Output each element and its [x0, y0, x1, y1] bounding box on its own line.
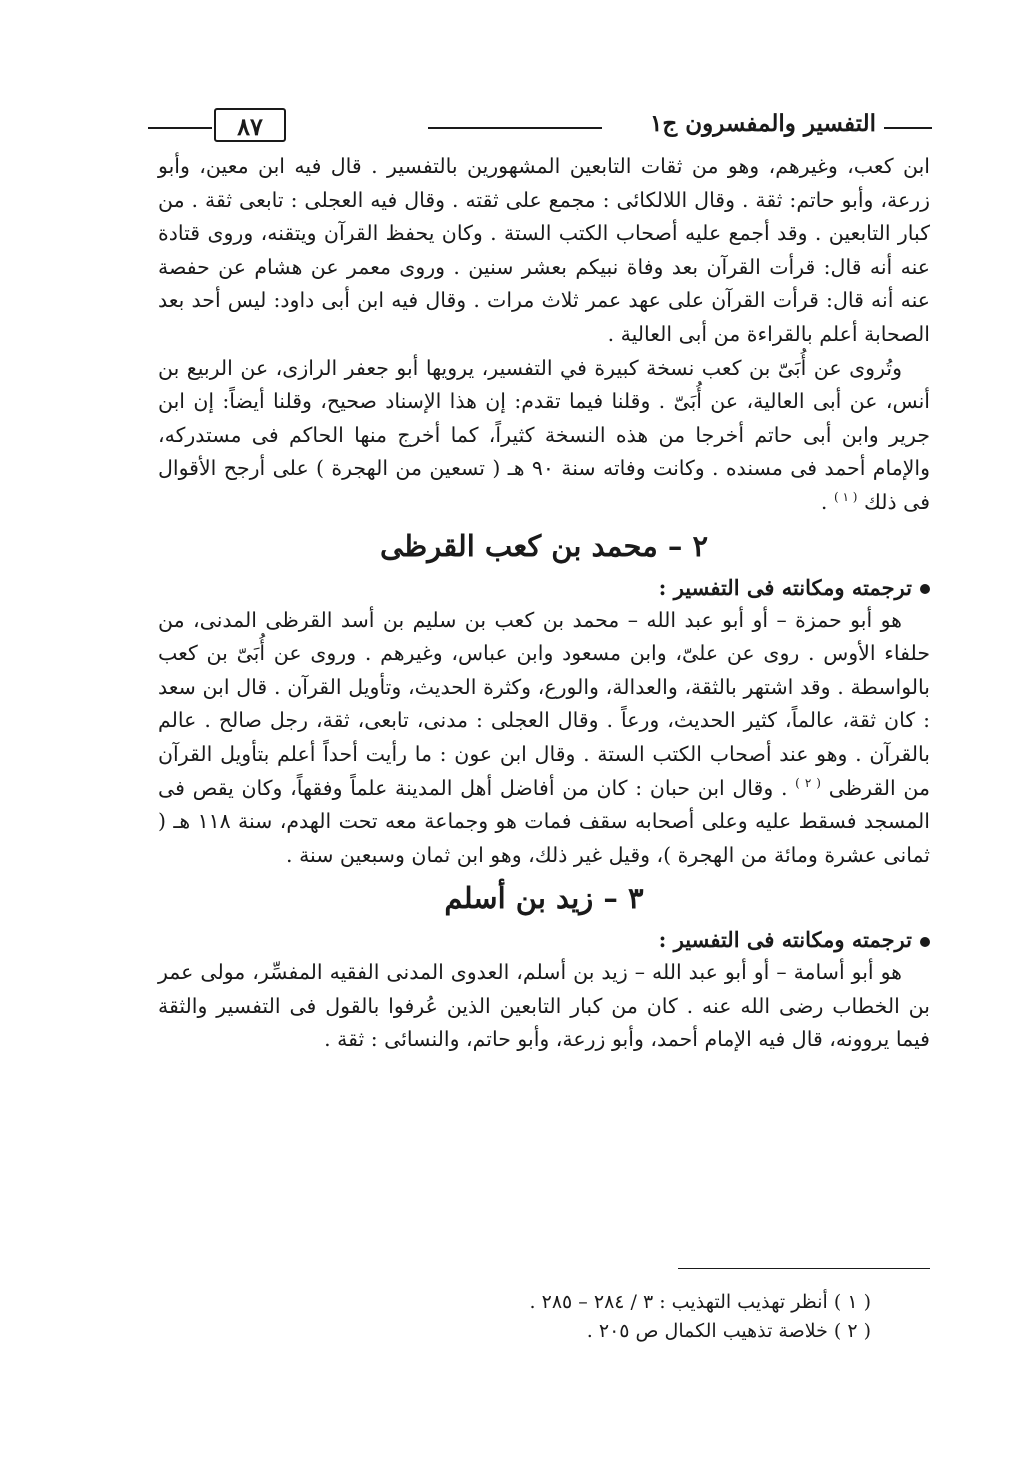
footnote-separator	[678, 1268, 930, 1269]
paragraph-muhammad-ibn-kaab-end: . وقال ابن حبان : كان من أفاضل أهل المدينة علماً وفقهاً، وكان يقص فى المسجد فسقط عليه وعلى أصحابه سقف فمات هو وجماعة معه تحت الهدم، سنة ١١٨ هـ ( ثمانى عشرة ومائة من الهجرة )، وقيل غير ذلك، وهو ابن ثمان وسبعين سنة .	[158, 775, 930, 867]
running-header	[148, 108, 932, 148]
header-rule-middle	[428, 127, 602, 129]
footnotes	[251, 1288, 871, 1346]
paragraph-abu-aliya-2-text: وتُروى عن أُبَىّ بن كعب نسخة كبيرة في التفسير، يرويها أبو جعفر الرازى، عن الربيع بن أنس، عن أبى العالية، عن أُبَىّ . وقلنا فيما تقدم: إن هذا الإسناد صحيح، وقلنا أيضاً: إن ابن جرير وابن أبى حاتم أخرجا من هذه النسخة كثيراً، كما أخرج منها الحاكم فى مستدركه، والإمام أحمد فى مسنده . وكانت وفاته سنة ٩٠ هـ ( تسعين من الهجرة ) على أرجح الأقوال فى ذلك	[158, 355, 930, 514]
subheading-biography-2-text: ترجمته ومكانته فى التفسير :	[658, 574, 912, 600]
paragraph-zayd-ibn-aslam: هو أبو أسامة – أو أبو عبد الله – زيد بن أسلم، العدوى المدنى الفقيه المفسِّر، مولى عمر بن الخطاب رضى الله عنه . كان من كبار التابعين الذين عُرفوا بالقول فى التفسير والثقة فيما يروونه، قال فيه الإمام أحمد، وأبو زرعة، وأبو حاتم، والنسائى : ثقة .	[158, 960, 930, 1052]
subheading-biography-3	[158, 924, 930, 956]
section-heading-muhammad-ibn-kaab: ٢ – محمد بن كعب القرظى	[379, 528, 709, 563]
header-rule-right	[884, 127, 932, 129]
bullet-icon	[920, 937, 930, 947]
running-title: التفسير والمفسرون ج١	[650, 110, 876, 137]
footnote-ref-2: ( ٢ )	[795, 775, 821, 790]
bullet-icon	[920, 584, 930, 594]
subheading-biography-3-text: ترجمته ومكانته فى التفسير :	[658, 927, 912, 953]
main-text	[158, 150, 930, 1057]
section-heading-zayd-ibn-aslam: ٣ – زيد بن أسلم	[444, 881, 644, 916]
page-number-box: ٨٧	[214, 108, 286, 142]
paragraph-abu-aliya-2-end: .	[820, 489, 834, 514]
footnote-1: ( ١ ) أنظر تهذيب التهذيب : ٣ / ٢٨٤ – ٢٨٥ .	[529, 1291, 871, 1313]
paragraph-muhammad-ibn-kaab-text: هو أبو حمزة – أو أبو عبد الله – محمد بن كعب بن سليم بن أسد القرظى المدنى، من حلفاء الأوس . روى عن علىّ، وابن مسعود وابن عباس، وغيرهم . وروى عن أُبَىّ بن كعب بالواسطة . وقد اشتهر بالثقة، والعدالة، والورع، وكثرة الحديث، وتأويل القرآن . قال ابن سعد : كان ثقة، عالماً، كثير الحديث، ورعاً . وقال العجلى : مدنى، تابعى، ثقة، رجل صالح . عالم بالقرآن . وهو عند أصحاب الكتب الستة . وقال ابن عون : ما رأيت أحداً أعلم بتأويل القرآن من القرظى	[158, 607, 931, 800]
paragraph-abu-aliya-2	[158, 352, 930, 520]
paragraph-abu-aliya-1: ابن كعب، وغيرهم، وهو من ثقات التابعين المشهورين بالتفسير . قال فيه ابن معين، وأبو زرعة، وأبو حاتم: ثقة . وقال اللالكائى : مجمع على ثقته . وقال فيه العجلى : تابعى ثقة . من كبار التابعين . وقد أجمع عليه أصحاب الكتب الستة . وكان يحفظ القرآن ويتقنه، وروى قتادة عنه أنه قال: قرأت القرآن بعد وفاة نبيكم بعشر سنين . وروى معمر عن هشام عن حفصة عنه أنه قال: قرأت القرآن على عهد عمر ثلاث مرات . وقال فيه ابن أبى داود: ليس أحد بعد الصحابة أعلم بالقراءة من أبى العالية .	[158, 154, 930, 346]
subheading-biography-2	[158, 572, 930, 604]
paragraph-muhammad-ibn-kaab	[158, 604, 930, 873]
footnote-2: ( ٢ ) خلاصة تذهيب الكمال ص ٢٠٥ .	[586, 1320, 871, 1342]
footnote-ref-1: ( ١ )	[833, 490, 858, 505]
header-rule-left	[148, 127, 212, 129]
